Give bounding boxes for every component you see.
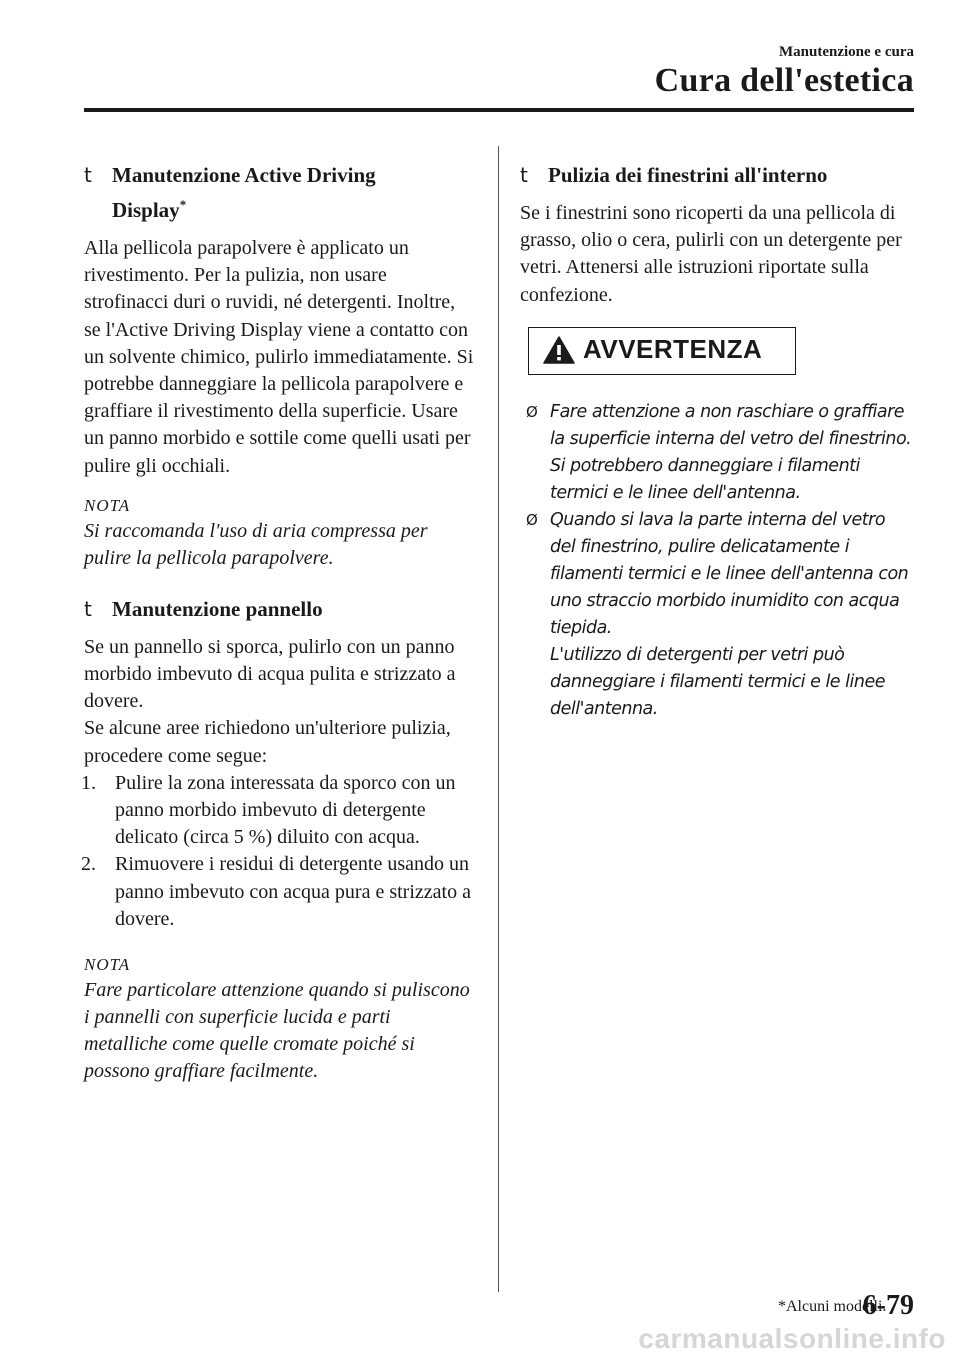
list-item bbox=[520, 507, 914, 723]
heading-line1: Manutenzione Active Driving bbox=[112, 163, 376, 187]
paragraph: Se alcune aree richiedono un'ulteriore pulizia, procedere come segue: bbox=[84, 717, 451, 767]
step-text: Pulire la zona interessata da sporco con un panno morbido imbevuto di detergente delicato (circa 5 %) diluito con acqua. bbox=[115, 771, 456, 849]
list-item bbox=[81, 770, 476, 852]
section-marker: t bbox=[520, 163, 528, 187]
warning-box bbox=[528, 327, 796, 375]
warning-triangle-icon bbox=[543, 336, 575, 364]
step-text: Rimuovere i residui di detergente usando un panno imbevuto con acqua pura e strizzato a dovere. bbox=[115, 853, 471, 930]
warning-text: Fare attenzione a non raschiare o graffiare la superficie interna del vetro del finestrino. Si potrebbero danneggiare i filamenti termici e le linee dell'antenna. bbox=[550, 401, 912, 503]
list-item bbox=[520, 399, 914, 507]
header-title: Cura dell'estetica bbox=[654, 62, 914, 99]
section-heading-active-driving-display bbox=[84, 160, 476, 225]
header-rule bbox=[84, 108, 914, 112]
page-number: 6-79 bbox=[862, 1290, 914, 1321]
steps-list bbox=[81, 770, 476, 933]
step-number: 1. bbox=[81, 771, 96, 794]
paragraph: Alla pellicola parapolvere è applicato un rivestimento. Per la pulizia, non usare strofinacci duri o ruvidi, né detergenti. Inoltre, se l'Active Driving Display viene a contatto con un solvente chimico, pulirlo immediatamente. Si potrebbe danneggiare la pellicola parapolvere e graffiare il rivestimento della superficie. Usare un panno morbido e sottile come quelli usati per pulire gli occhiali. bbox=[84, 237, 474, 477]
warning-list bbox=[520, 399, 914, 723]
footnote: *Alcuni modelli. bbox=[778, 1298, 887, 1315]
list-item bbox=[81, 851, 476, 933]
nota-label: NOTA bbox=[84, 955, 131, 975]
heading-text: Manutenzione pannello bbox=[112, 596, 323, 621]
paragraph: Se un pannello si sporca, pulirlo con un panno morbido imbevuto di acqua pulita e strizzato a dovere. bbox=[84, 635, 456, 713]
arrow-bullet-icon: Ø bbox=[526, 402, 538, 421]
header-section-label: Manutenzione e cura bbox=[779, 44, 914, 60]
section-marker: t bbox=[84, 163, 92, 187]
warning-text: L'utilizzo di detergenti per vetri può danneggiare i filamenti termici e le linee dell'antenna. bbox=[550, 644, 885, 719]
watermark: carmanualsonline.info bbox=[638, 1323, 946, 1354]
left-column bbox=[81, 160, 476, 1107]
arrow-bullet-icon: Ø bbox=[526, 510, 538, 529]
nota-text: Fare particolare attenzione quando si puliscono i pannelli con superficie lucida e parti metalliche come quelle cromate poiché si possono graffiare facilmente. bbox=[84, 979, 470, 1083]
warning-label: AVVERTENZA bbox=[583, 333, 763, 364]
heading-text: Pulizia dei finestrini all'interno bbox=[548, 163, 828, 187]
paragraph: Se i finestrini sono ricoperti da una pellicola di grasso, olio o cera, pulirli con un detergente per vetri. Attenersi alle istruzioni riportate sulla confezione. bbox=[520, 202, 902, 306]
right-column bbox=[520, 160, 914, 723]
section-heading-finestrini bbox=[520, 160, 914, 190]
section-heading-pannello bbox=[84, 594, 476, 624]
nota-text: Si raccomanda l'uso di aria compressa per pulire la pellicola parapolvere. bbox=[84, 519, 428, 569]
nota-label: NOTA bbox=[84, 495, 131, 515]
column-divider bbox=[498, 146, 499, 1292]
heading-line2: Display bbox=[112, 198, 180, 222]
step-number: 2. bbox=[81, 853, 96, 876]
section-marker: t bbox=[84, 596, 92, 621]
footnote-asterisk: * bbox=[179, 197, 187, 212]
warning-text: Quando si lava la parte interna del vetro del finestrino, pulire delicatamente i filamenti termici e le linee dell'antenna con uno straccio morbido inumidito con acqua tiepida. bbox=[550, 509, 909, 638]
